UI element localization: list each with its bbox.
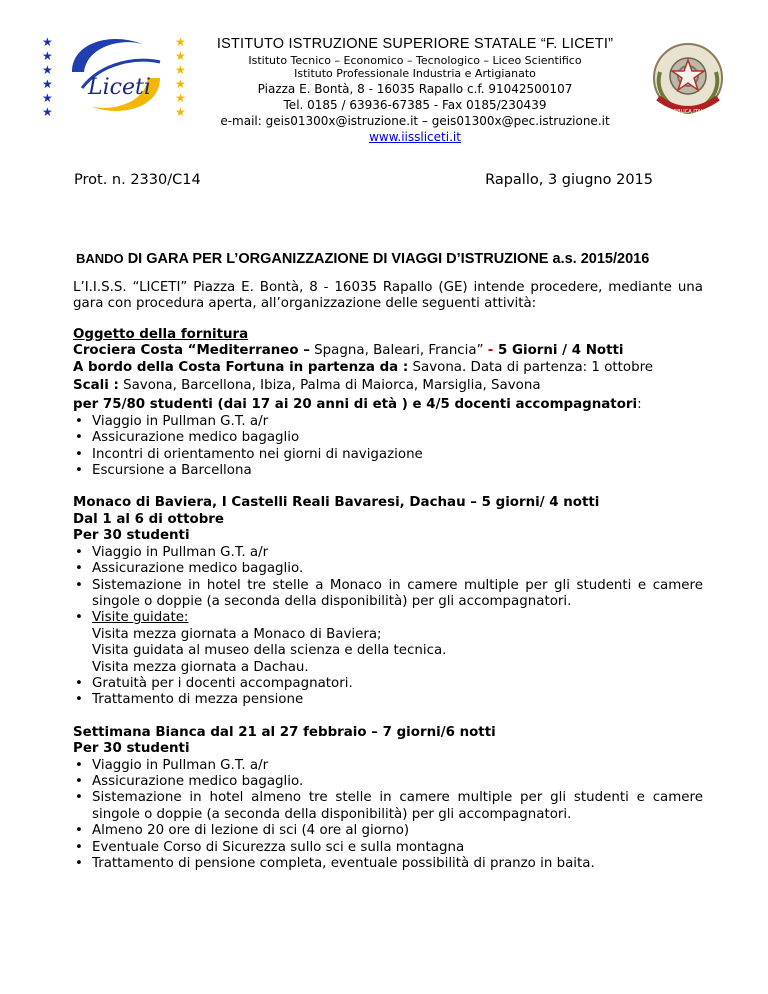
svg-text:★: ★ [42,105,53,118]
logo-text: Liceti [88,75,151,100]
school-address: Piazza E. Bontà, 8 - 16035 Rapallo c.f. 91042500107 [257,82,573,96]
svg-text:★: ★ [42,77,53,91]
list-item: • Eventuale Corso di Sicurezza sullo sci e sulla montagna [73,840,703,856]
school-name: ISTITUTO ISTRUZIONE SUPERIORE STATALE “F. LICETI” [216,36,614,52]
list-item: • Assicurazione medico bagaglio. [73,774,703,790]
list-item: • Trattamento di pensione completa, eventuale possibilità di pranzo in baita. [73,856,703,872]
section-title: Monaco di Baviera, I Castelli Reali Bavaresi, Dachau – 5 giorni/ 4 notti [73,495,600,511]
svg-text:★: ★ [175,77,186,91]
monaco-list [73,545,703,709]
svg-text:★: ★ [42,35,53,49]
school-phone: Tel. 0185 / 63936-67385 - Fax 0185/230439 [283,98,547,112]
list-item: • Trattamento di mezza pensione [73,692,703,708]
school-email: e-mail: geis01300x@istruzione.it – geis01300x@pec.istruzione.it [220,114,610,128]
list-item: • Sistemazione in hotel tre stelle a Monaco in camere multiple per gli studenti e camere singole o doppie (a seconda della disponibilità) per gli accompagnatori. [73,578,703,611]
scali-line: Scali : Savona, Barcellona, Ibiza, Palma di Maiorca, Marsiglia, Savona [73,378,541,394]
list-item: • Assicurazione medico bagaglio [73,430,703,446]
school-website-link[interactable]: www.iissliceti.it [369,130,461,144]
visite-label: • Visite guidate: [92,610,189,626]
list-item: • Gratuità per i docenti accompagnatori. [73,676,703,692]
italian-republic-emblem [650,42,726,118]
intro-paragraph: L’I.I.S.S. “LICETI” Piazza E. Bontà, 8 - 16035 Rapallo (GE) intende procedere, mediante una gara con procedura aperta, all’organizzazione delle seguenti attività: [73,280,703,312]
document-title: BANDO DI GARA PER L’ORGANIZZAZIONE DI VIAGGI D’ISTRUZIONE a.s. 2015/2016 [76,251,650,267]
list-item [73,610,703,676]
bordo-line: A bordo della Costa Fortuna in partenza da : Savona. Data di partenza: 1 ottobre [73,359,654,375]
section-heading: Oggetto della fornitura [73,326,249,342]
list-item: • Incontri di orientamento nei giorni di navigazione [73,447,703,463]
list-item: • Assicurazione medico bagaglio. [73,561,703,577]
list-item: • Sistemazione in hotel almeno tre stelle in camere multiple per gli studenti e camere singole o doppie (a seconda della disponibilità) per gli accompagnatori. [73,790,703,823]
section-students: Per 30 studenti [73,741,190,757]
svg-text:★: ★ [175,91,186,105]
document-date: Rapallo, 3 giugno 2015 [485,172,653,188]
students-line: per 75/80 studenti (dai 17 ai 20 anni di età ) e 4/5 docenti accompagnatori: [73,397,642,413]
school-subtitle-2: Istituto Professionale Industria e Artigianato [294,67,536,80]
protocol-number: Prot. n. 2330/C14 [74,172,201,188]
crociera-line: Crociera Costa “Mediterraneo – Spagna, Baleari, Francia” - 5 Giorni / 4 Notti [73,343,624,359]
svg-text:★: ★ [175,49,186,63]
document-body [73,280,703,888]
section-students: Per 30 studenti [73,528,190,544]
svg-text:★: ★ [42,63,53,77]
list-item: • Almeno 20 ore di lezione di sci (4 ore al giorno) [73,823,703,839]
school-subtitle: Istituto Tecnico – Economico – Tecnologico – Liceo Scientifico [248,54,582,67]
visit-line: Visita mezza giornata a Dachau. [92,659,309,675]
list-item: • Escursione a Barcellona [73,463,703,479]
section-title: Settimana Bianca dal 21 al 27 febbraio – 7 giorni/6 notti [73,724,496,740]
svg-text:REPUBBLICA ITALIANA: REPUBBLICA ITALIANA [660,109,716,115]
liceti-logo [42,32,190,118]
svg-text:★: ★ [42,49,53,63]
visit-line: Visita mezza giornata a Monaco di Baviera; [92,626,382,642]
section-settimana-bianca [73,725,703,873]
visit-line: Visita guidata al museo della scienza e della tecnica. [92,643,447,659]
list-item: • Viaggio in Pullman G.T. a/r [73,758,703,774]
crociera-list [73,414,703,480]
svg-text:★: ★ [42,91,53,105]
settimana-list [73,758,703,873]
svg-text:★: ★ [175,63,186,77]
svg-text:★: ★ [175,105,186,118]
list-item: • Viaggio in Pullman G.T. a/r [73,545,703,561]
section-dates: Dal 1 al 6 di ottobre [73,511,224,527]
section-monaco [73,495,703,708]
section-crociera [73,327,703,480]
list-item: • Viaggio in Pullman G.T. a/r [73,414,703,430]
svg-text:★: ★ [175,35,186,49]
